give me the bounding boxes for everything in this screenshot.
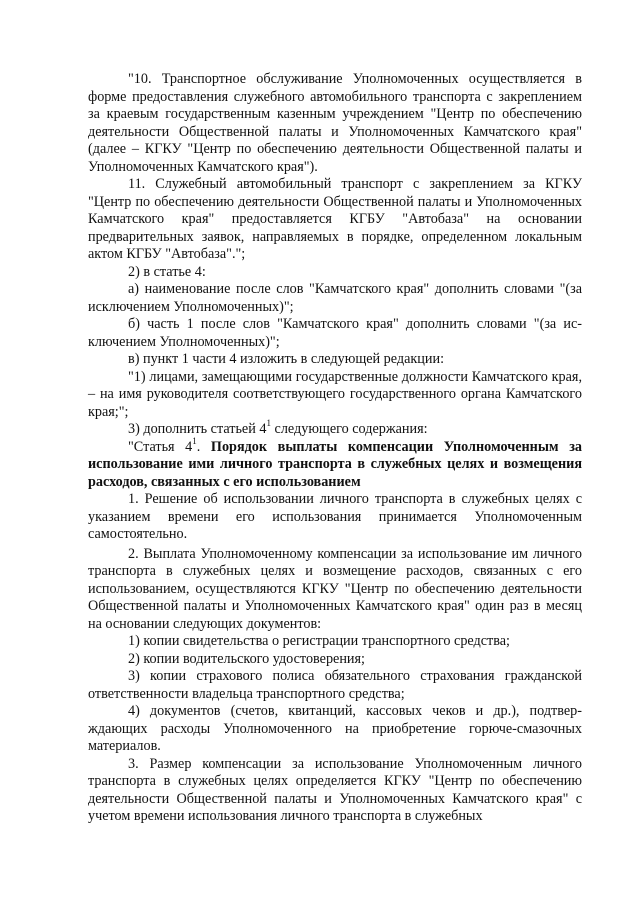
article-heading-lead: "Статья 4 [128, 438, 193, 455]
article-paragraph-2-2: 2) копии водительского удостоверения; [128, 650, 365, 667]
paragraph-11: 11. Служебный автомобильный транспорт с закреплением за КГКУ "Центр по обеспечению деятельности Общественной палаты и Уполномоченных Камчатского края" предоставляется КГБУ "Автобаза" на основании предварительных заявок, направляемых в порядке, определенном локальным актом КГБУ "Автобаза"."; [88, 176, 582, 262]
article-paragraph-2-3: 3) копии страхового полиса обязательного страхования гражданской ответственности владельца транспортного средства; [88, 668, 582, 702]
article-heading [88, 435, 582, 492]
item3-before: 3) дополнить статьей 4 [128, 421, 267, 437]
article-heading-sup: 1 [192, 435, 197, 446]
article-paragraph-2: 2. Выплата Уполномоченному компенсации за использование им личного транспорта в служебных целях и возмещение расходов, связанных с его использованием, осуществляются КГКУ "Центр по обеспечению деятельности Общественной палаты и Уполномоченных Камчатского края" один раз в месяц на основании следующих документов: [88, 545, 582, 632]
article-paragraph-1: 1. Решение об использовании личного транспорта в служебных целях с указанием времени его использования принимается Уполномоченным самостоятельно. [88, 491, 582, 542]
article-paragraph-2-1: 1) копии свидетельства о регистрации транспортного средства; [128, 633, 510, 649]
paragraph-item-2c: в) пункт 1 части 4 изложить в следующей редакции: [128, 351, 445, 367]
paragraph-10: "10. Транспортное обслуживание Уполномоченных осуществляется в форме предоставления служебного автомобильного транспорта с закреплением за краевым государственным казенным учреждением "Центр по обеспечению деятельности Общественной палаты и Уполномоченных Камчатского края" (далее – КГКУ "Центр по обеспечению деятельности Общественной палаты и Уполномоченных Камчатского края"). [88, 71, 582, 175]
article-paragraph-3: 3. Размер компенсации за использование Уполномоченным личного транспорта в служебных целях определяется КГКУ "Центр по обеспечению деятельности Общественной палаты и Уполномоченных Камчатского края" с учетом времени использования личного транспорта в служебных [88, 755, 582, 824]
item3-sup: 1 [266, 418, 271, 429]
paragraph-item-2c-text: "1) лицами, замещающими государственные должности Камчатского края, – на имя руководителя соответствующего государственного органа Камчатского края;"; [88, 368, 582, 420]
paragraph-item-2b: б) часть 1 после слов "Камчатского края" дополнить словами "(за исключением Уполномоченных)"; [88, 316, 582, 350]
item3-after: следующего содержания: [270, 421, 428, 437]
article-paragraph-2-4: 4) документов (счетов, квитанций, кассовых чеков и др.), подтверждающих расходы Уполномоченного на приобретение горюче-смазочных материалов. [88, 703, 582, 754]
paragraph-item-3 [88, 418, 582, 439]
article-heading-title: Порядок выплаты компенсации Уполномоченным за использование ими личного транспорта в служебных целях и возмещения расходов, связанных с его использованием [88, 438, 582, 490]
document-body [88, 71, 582, 826]
article-heading-dot: . [196, 438, 211, 455]
paragraph-item-2a: а) наименование после слов "Камчатского края" дополнить словами "(за исключением Уполномоченных)"; [88, 281, 582, 315]
paragraph-item-2: 2) в статье 4: [128, 263, 206, 280]
